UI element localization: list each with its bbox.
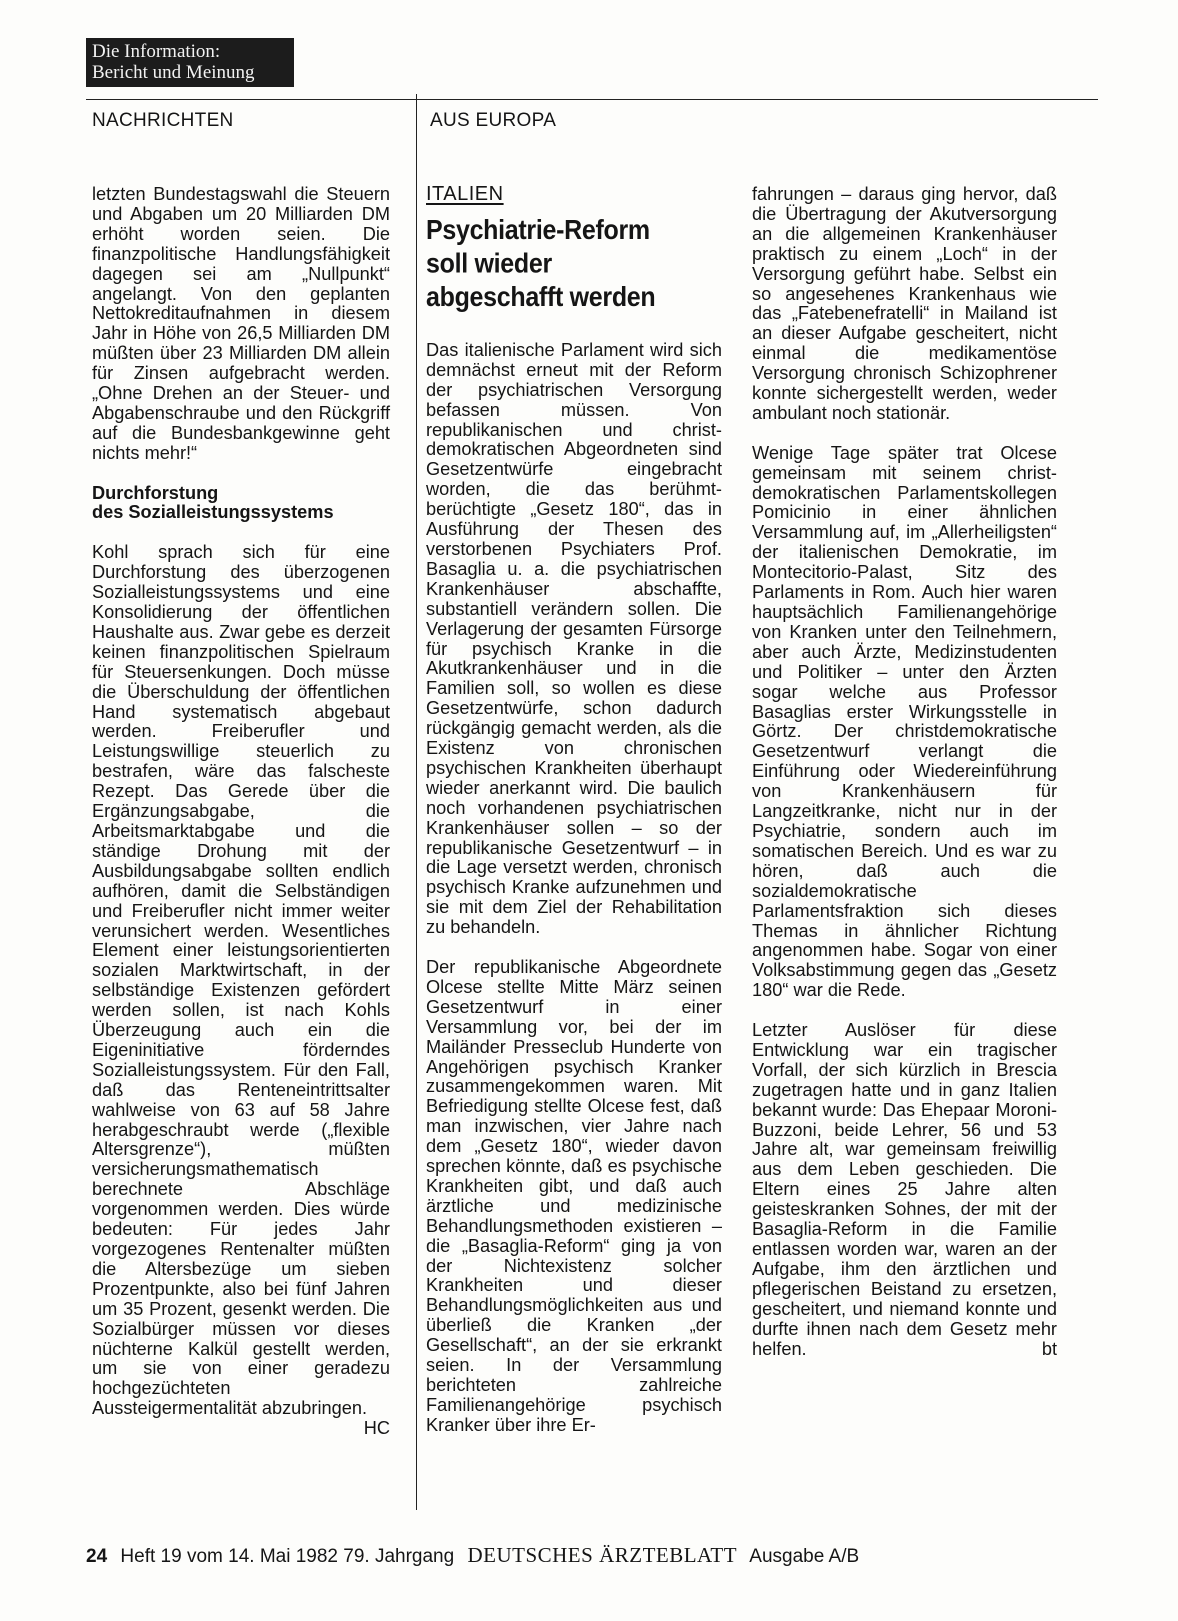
- col1-paragraph-1: letzten Bundestagswahl die Steuern und Abgaben um 20 Milliarden DM erhöht worden seien. Die finanzpolitische Handlungsfähigkeit dagegen sei am „Nullpunkt“ angelangt. Von den geplanten Nettokreditaufnahmen in diesem Jahr in Höhe von 26,5 Milliarden DM müßten über 23 Milliarden DM allein für Zinsen aufgebracht werden. „Ohne Drehen an der Steuer- und Abgabenschraube und den Rückgriff auf die Bundesbankgewinne geht nichts mehr!“: [92, 184, 390, 463]
- brand-box: [86, 38, 294, 87]
- headline-line-1: Psychiatrie-Reform: [426, 214, 650, 246]
- col2-paragraph-1: Das italienische Parlament wird sich demnächst erneut mit der Reform der psychiatrischen Versorgung befassen müssen. Von republikanischen und christ-demokratischen Abgeordneten sind Gesetzentwürfe eingebracht worden, die das berühmt-berüchtigte „Gesetz 180“, das in Ausführung der Thesen des verstorbenen Psychiaters Prof. Basaglia u. a. die psychiatrischen Krankenhäuser abschaffte, substantiell verändern sollen. Die Verlagerung der gesamten Fürsorge für psychisch Kranke in die Akutkrankenhäuser und in die Familien soll, so wollen es diese Gesetzentwürfe, schon dadurch rückgängig gemacht werden, als die Existenz von chronischen psychischen Krankheiten überhaupt wieder anerkannt wird. Die baulich noch vorhandenen psychiatrischen Krankenhäuser sollen – so der republikanische Gesetzentwurf – in die Lage versetzt werden, chronisch psychisch Kranke aufzunehmen und sie mit dem Ziel der Rehabilitation zu behandeln.: [426, 339, 722, 938]
- col3-paragraph-1: fahrungen – daraus ging hervor, daß die Übertragung der Akutversorgung an die allgemeinen Krankenhäuser praktisch zu einem „Loch“ in der Versorgung geführt habe. Selbst ein so angesehenes Krankenhaus wie das „Fatebenefratelli“ in Mailand ist an dieser Aufgabe gescheitert, nicht einmal die medikamentöse Versorgung chronisch Schizophrener konnte sichergestellt werden, weder ambulant noch stationär.: [752, 184, 1057, 423]
- col3-signoff: bt: [1041, 1338, 1057, 1359]
- section-label-left: NACHRICHTEN: [92, 110, 234, 131]
- issue-info: Heft 19 vom 14. Mai 1982 79. Jahrgang: [120, 1546, 455, 1567]
- article-headline: [426, 213, 722, 314]
- column-2: [426, 185, 722, 1436]
- col1-signoff: HC: [363, 1418, 390, 1439]
- col3-paragraph-2: Wenige Tage später trat Olcese gemeinsam mit seinem christ-demokratischen Parlamentskollegen Pomicinio in einer ähnlichen Versammlung auf, im „Allerheiligsten“ der italienischen Demokratie, im Montecitorio-Palast, Sitz des Parlaments in Rom. Auch hier waren hauptsächlich Familienangehörige von Kranken unter den Teilnehmern, aber auch Ärzte, Medizinstudenten und Politiker – unter den Ärzten sogar welche aus Professor Basaglias erster Wirkungsstelle in Görtz. Der christdemokratische Gesetzentwurf verlangt die Einführung oder Wiedereinführung von Krankenhäusern für Langzeitkranke, nicht nur in der Psychiatrie, sondern auch im somatischen Bereich. Und es war zu hören, daß auch die sozialdemokratische Parlamentsfraktion sich dieses Themas in ähnlicher Richtung angenommen habe. Sogar von einer Volksabstimmung gegen das „Gesetz 180“ war die Rede.: [752, 442, 1057, 1001]
- brand-line-1: Die Information:: [92, 41, 221, 62]
- col1-subhead-line-2: des Sozialleistungssystems: [92, 502, 334, 523]
- column-3: [752, 185, 1057, 1359]
- header-rule: [86, 99, 1098, 100]
- headline-line-2: soll wieder: [426, 247, 552, 279]
- edition: Ausgabe A/B: [749, 1546, 860, 1567]
- masthead: DEUTSCHES ÄRZTEBLATT: [467, 1543, 738, 1567]
- col2-paragraph-2: Der republikanische Abgeordnete Olcese stellte Mitte März seinen Gesetzentwurf in einer Versammlung vor, bei der im Mailänder Presseclub Hunderte von Angehörigen psychisch Kranker zusammengekommen waren. Mit Befriedigung stellte Olcese fest, daß man inzwischen, vier Jahre nach dem „Gesetz 180“, wieder davon sprechen könnte, daß es psychische Krankheiten gibt, und daß auch ärztliche und medizinische Behandlungsmethoden existieren – die „Basaglia-Reform“ ging ja von der Nichtexistenz solcher Krankheiten und dieser Behandlungsmöglichkeiten aus und überließ die Kranken „der Gesellschaft“, an der sie erkrankt seien. In der Versammlung berichteten zahlreiche Familienangehörige psychisch Kranker über ihre Er-: [426, 956, 722, 1435]
- col3-paragraph-3-text: Letzter Auslöser für diese Entwicklung war ein tragischer Vorfall, der sich kürzlich in Brescia zugetragen hatte und in ganz Italien bekannt wurde: Das Ehepaar Moroni-Buzzoni, beide Lehrer, 56 und 53 Jahre alt, war gemeinsam freiwillig aus dem Leben geschieden. Die Eltern eines 25 Jahre alten geisteskranken Sohnes, der mit der Basaglia-Reform in die Familie entlassen worden war, waren an der Aufgabe, ihm den ärztlichen und pflegerischen Beistand zu ersetzen, gescheitert, und niemand konnte und durfte ihnen nach dem Gesetz mehr helfen.: [752, 1020, 1057, 1359]
- section-label-right: AUS EUROPA: [430, 110, 557, 131]
- headline-line-3: abgeschafft werden: [426, 281, 656, 313]
- page-number: 24: [86, 1546, 108, 1567]
- article-kicker: ITALIEN: [426, 183, 504, 205]
- page-footer: [86, 1543, 859, 1568]
- column-1: [92, 185, 390, 1439]
- col3-paragraph-3: [752, 1021, 1057, 1359]
- brand-line-2: Bericht und Meinung: [92, 62, 255, 83]
- col1-subhead-line-1: Durchforstung: [92, 482, 219, 503]
- col1-subhead: [92, 484, 390, 524]
- column-divider: [416, 94, 417, 1510]
- col1-paragraph-2-text: Kohl sprach sich für eine Durchforstung des überzogenen Sozialleistungssystems und eine Konsolidierung der öffentlichen Haushalte aus. Zwar gebe es derzeit keinen finanzpolitischen Spielraum für Steuersenkungen. Doch müsse die Überschuldung der öffentlichen Hand systematisch abgebaut werden. Freiberufler und Leistungswillige steuerlich zu bestrafen, wäre das falscheste Rezept. Das Gerede über die Ergänzungsabgabe, die Arbeitsmarktabgabe und die ständige Drohung mit der Ausbildungsabgabe sollten endlich aufhören, damit die Selbständigen und Freiberufler nicht immer weiter verunsichert werden. Wesentliches Element einer leistungsorientierten sozialen Marktwirtschaft, in der selbständige Existenzen gefördert werden sollen, ist nach Kohls Überzeugung auch ein die Eigeninitiative förderndes Sozialleistungssystem. Für den Fall, daß das Renteneintrittsalter wahlweise von 63 auf 58 Jahre herabgeschraubt werde („flexible Altersgrenze“), müßten versicherungsmathematisch berechnete Abschläge vorgenommen werden. Dies würde bedeuten: Für jedes Jahr vorgezogenes Rentenalter müßten die Altersbezüge um sieben Prozentpunkte, also bei fünf Jahren um 35 Prozent, gesenkt werden. Die Sozialbürger müssen vor dieses nüchterne Kalkül gestellt werden, um sie von einer geradezu hochgezüchteten Aussteigermentalität abzubringen.: [92, 542, 390, 1419]
- col1-paragraph-2: [92, 542, 390, 1439]
